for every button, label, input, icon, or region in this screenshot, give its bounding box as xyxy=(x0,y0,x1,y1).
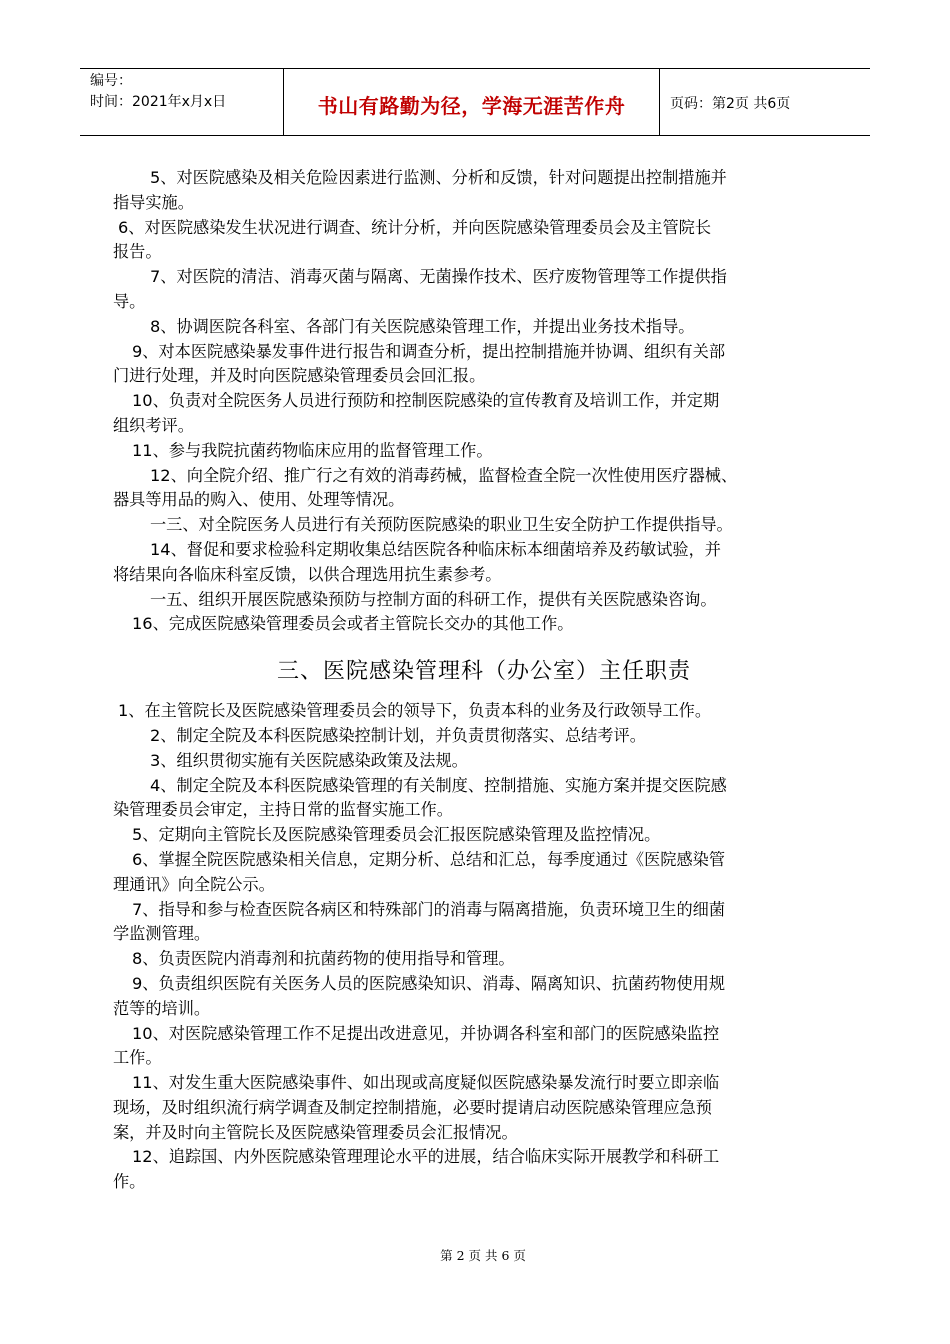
document-number-label: 编号： xyxy=(90,73,132,89)
header-meta xyxy=(80,69,284,135)
paragraph-line: 3、组织贯彻实施有关医院感染政策及法规。 xyxy=(150,750,468,770)
paragraph-line: 8、协调医院各科室、各部门有关医院感染管理工作，并提出业务技术指导。 xyxy=(150,316,695,336)
paragraph-line: 16、完成医院感染管理委员会或者主管院长交办的其他工作。 xyxy=(132,614,574,634)
paragraph-line: 一五、组织开展医院感染预防与控制方面的科研工作，提供有关医院感染咨询。 xyxy=(150,589,717,609)
paragraph-line: 器具等用品的购入、使用、处理等情况。 xyxy=(113,490,405,510)
paragraph-line: 6、对医院感染发生状况进行调查、统计分析，并向医院感染管理委员会及主管院长 xyxy=(118,217,712,237)
paragraph-line: 理通讯》向全院公示。 xyxy=(113,874,275,894)
header-motto: 书山有路勤为径，学海无涯苦作舟 xyxy=(317,93,626,118)
paragraph-line: 导。 xyxy=(113,291,146,311)
header-motto-cell xyxy=(284,69,660,135)
paragraph-line: 学监测管理。 xyxy=(113,924,211,944)
paragraph-line: 7、对医院的清洁、消毒灭菌与隔离、无菌操作技术、医疗废物管理等工作提供指 xyxy=(150,267,727,287)
paragraph-line: 将结果向各临床科室反馈，以供合理选用抗生素参考。 xyxy=(113,564,502,584)
paragraph-line: 染管理委员会审定，主持日常的监督实施工作。 xyxy=(113,800,453,820)
paragraph-line: 11、对发生重大医院感染事件、如出现或高度疑似医院感染暴发流行时要立即亲临 xyxy=(132,1073,720,1093)
document-time-label: 时间：2021年x月x日 xyxy=(90,94,227,110)
document-body xyxy=(113,166,855,1195)
paragraph-line: 5、定期向主管院长及医院感染管理委员会汇报医院感染管理及监控情况。 xyxy=(132,825,661,845)
paragraph-line: 6、掌握全院医院感染相关信息，定期分析、总结和汇总，每季度通过《医院感染管 xyxy=(132,849,726,869)
paragraph-line: 9、负责组织医院有关医务人员的医院感染知识、消毒、隔离知识、抗菌药物使用规 xyxy=(132,973,726,993)
paragraph-line: 12、向全院介绍、推广行之有效的消毒药械，监督检查全院一次性使用医疗器械、 xyxy=(150,465,738,485)
paragraph-line: 5、对医院感染及相关危险因素进行监测、分析和反馈，针对问题提出控制措施并 xyxy=(150,168,727,187)
paragraph-line: 8、负责医院内消毒剂和抗菌药物的使用指导和管理。 xyxy=(132,949,515,969)
paragraph-line: 报告。 xyxy=(113,242,162,262)
paragraph-line: 工作。 xyxy=(113,1048,162,1068)
paragraph-line: 范等的培训。 xyxy=(113,998,211,1018)
section-director-duties-list xyxy=(113,699,855,1195)
paragraph-line: 7、指导和参与检查医院各病区和特殊部门的消毒与隔离措施，负责环境卫生的细菌 xyxy=(132,899,726,919)
section-duties-list xyxy=(113,166,855,637)
section-title: 三、医院感染管理科（办公室）主任职责 xyxy=(276,659,691,685)
paragraph-line: 9、对本医院感染暴发事件进行报告和调查分析，提出控制措施并协调、组织有关部 xyxy=(132,341,726,361)
paragraph-line: 2、制定全院及本科医院感染控制计划，并负责贯彻落实、总结考评。 xyxy=(150,725,646,745)
paragraph-line: 12、追踪国、内外医院感染管理理论水平的进展，结合临床实际开展教学和科研工 xyxy=(132,1147,720,1167)
paragraph-line: 10、负责对全院医务人员进行预防和控制医院感染的宣传教育及培训工作，并定期 xyxy=(132,391,720,411)
paragraph-line: 作。 xyxy=(113,1172,146,1192)
footer-page-number: 第 2 页 共 6 页 xyxy=(440,1248,526,1263)
paragraph-line: 门进行处理，并及时向医院感染管理委员会回汇报。 xyxy=(113,366,486,386)
paragraph-line: 11、参与我院抗菌药物临床应用的监督管理工作。 xyxy=(132,440,493,460)
paragraph-line: 现场，及时组织流行病学调查及制定控制措施，必要时提请启动医院感染管理应急预 xyxy=(113,1097,712,1117)
paragraph-line: 指导实施。 xyxy=(113,192,194,212)
paragraph-line: 案，并及时向主管院长及医院感染管理委员会汇报情况。 xyxy=(113,1122,518,1142)
paragraph-line: 1、在主管院长及医院感染管理委员会的领导下，负责本科的业务及行政领导工作。 xyxy=(118,701,712,721)
paragraph-line: 组织考评。 xyxy=(113,415,194,435)
paragraph-line: 一三、对全院医务人员进行有关预防医院感染的职业卫生安全防护工作提供指导。 xyxy=(150,515,733,535)
header-page-info: 页码：第2页 共6页 xyxy=(670,96,791,112)
page-footer xyxy=(0,1246,950,1264)
paragraph-line: 10、对医院感染管理工作不足提出改进意见，并协调各科室和部门的医院感染监控 xyxy=(132,1023,720,1043)
paragraph-line: 14、督促和要求检验科定期收集总结医院各种临床标本细菌培养及药敏试验，并 xyxy=(150,539,721,559)
paragraph-line: 4、制定全院及本科医院感染管理的有关制度、控制措施、实施方案并提交医院感 xyxy=(150,775,727,795)
page-header xyxy=(80,68,870,136)
